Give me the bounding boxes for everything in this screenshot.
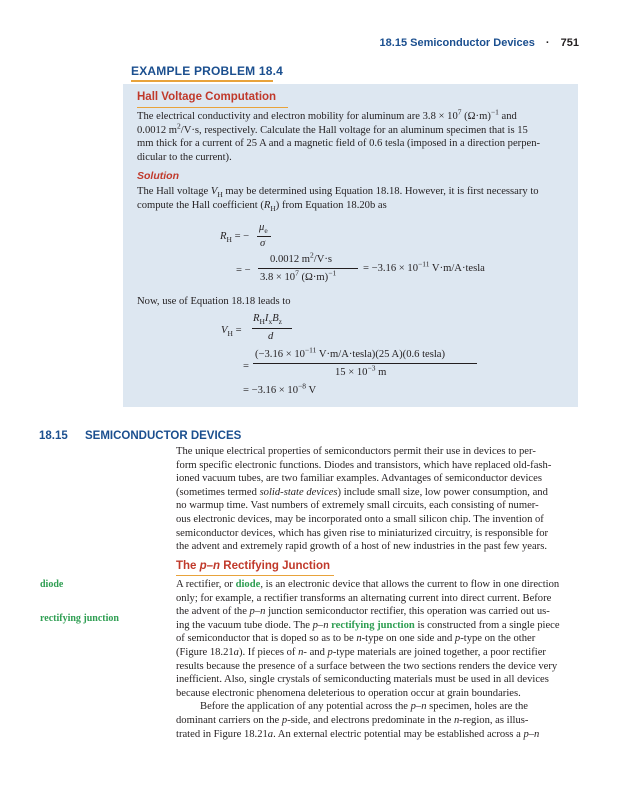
eq5-result: = $-3.16 \times 10^{-8}$ V <box>243 381 317 396</box>
eq3-denominator: d <box>268 331 274 342</box>
eq3-numerator: $R_HI_xB_z$ <box>253 313 283 327</box>
subsection-heading: The p–n Rectifying Junction <box>176 560 330 572</box>
example-label: EXAMPLE PROBLEM 18.4 <box>131 64 284 78</box>
solution-text: The Hall voltage $V_H$ may be determined using Equation 18.18. However, it is first necessary to compute the Hall coefficient $(R_H)$ from Equation 18.20b as <box>137 186 539 213</box>
section-paragraph-2: A rectifier, or diode, is an electronic device that allows the current to flow in one direction only; for example, a rectifier transforms an alternating current into direct current. Before the advent of the p–n junction semiconductor rectifier, this operation was carried out us- ing the vacuum tube diode. The p–n rectifying junction is constructed from a single piece of semiconductor that is doped so as to be n-type on one side and p-type on the other (Figure 18.21a). If pieces of n- and p-type materials are joined together, a poor rectifier results because the presence of a surface between the two sections renders the device very inefficient. Also, single crystals of semiconducting materials must be used in all devices because electronic phenomena deleterious to operation occur at grain boundaries. Before the application of any potential across the p–n specimen, holes are the dominant carriers on the p-side, and electrons predominate in the n-region, as illus- trated in Figure 18.21a. An external electric potential may be established across a p–n <box>176 579 560 740</box>
example-label-rule <box>131 80 273 82</box>
example-title: Hall Voltage Computation <box>137 91 277 103</box>
section-title: SEMICONDUCTOR DEVICES <box>84 430 242 442</box>
running-header <box>380 37 579 49</box>
term-diode: diode <box>235 579 261 590</box>
subsection-rule <box>176 575 334 576</box>
section-heading <box>39 430 241 442</box>
eq3-fraction-bar <box>252 328 292 329</box>
eq2-fraction-bar <box>258 268 358 269</box>
eq4-denominator: $15 \times 10^{-3}$ m <box>335 363 387 378</box>
now-text: Now, use of Equation 18.18 leads to <box>137 296 291 307</box>
eq4-fraction-bar <box>253 363 477 364</box>
eq4-equals: = <box>243 361 249 372</box>
eq2-numerator: 0.0012 $m^2/V\cdot s$ <box>270 250 333 265</box>
header-separator: · <box>545 37 550 49</box>
eq2-result: = $-3.16 \times 10^{-11}$ V·m/A·tesla <box>363 259 485 274</box>
eq4-numerator: ($-3.16 \times 10^{-11}$ V·m/A·tesla)(25 A)(0.6 tesla) <box>255 345 446 360</box>
eq2-equals: = − <box>236 265 251 276</box>
term-rectifying-junction: rectifying junction <box>328 619 415 631</box>
page-number: 751 <box>560 37 579 49</box>
header-section: 18.15 Semiconductor Devices <box>379 37 535 49</box>
eq1-fraction-bar <box>257 236 271 237</box>
margin-term-rectifying-junction: rectifying junction <box>40 613 119 624</box>
section-number: 18.15 <box>39 430 68 442</box>
margin-term-diode: diode <box>40 579 64 590</box>
solution-label: Solution <box>137 170 179 182</box>
section-paragraph-1: The unique electrical properties of semiconductors permit their use in devices to per- form specific electronic functions. Diodes and transistors, which have replaced old-fash- ioned vacuum tubes, are two familiar examples. Advantages of semiconductor devices (sometimes termed solid-state devices) include small size, low power consumption, and no warmup time. Vast numbers of extremely small circuits, each consisting of numer- ous electronic devices, may be incorporated onto a small silicon chip. The invention of semiconductor devices, which has given rise to miniaturized circuitry, is responsible for the advent and extremely rapid growth of a host of new industries in the past few years. <box>176 446 552 553</box>
eq3-lhs: $V_H$ = <box>221 325 242 339</box>
eq2-denominator: $3.8 \times 10^7$ $(\Omega\cdot m)^{-1}$ <box>260 268 337 283</box>
problem-statement: The electrical conductivity and electron mobility for aluminum are $3.8 \times 10^7$ $(\Omega\cdot m)^{-1}$ and 0.0012 $m^2/V\cdot s$, respectively. Calculate the Hall voltage for an aluminum specimen that is 15 mm thick for a current of 25 A and a magnetic field of 0.6 tesla (imposed in a direction perpen- dicular to the current). <box>137 107 541 163</box>
example-title-rule <box>137 107 288 108</box>
eq1-numerator: $\mu_e$ <box>259 222 268 236</box>
eq1-denominator: σ <box>260 238 266 249</box>
eq1-lhs: $R_H$ = − <box>220 231 250 245</box>
